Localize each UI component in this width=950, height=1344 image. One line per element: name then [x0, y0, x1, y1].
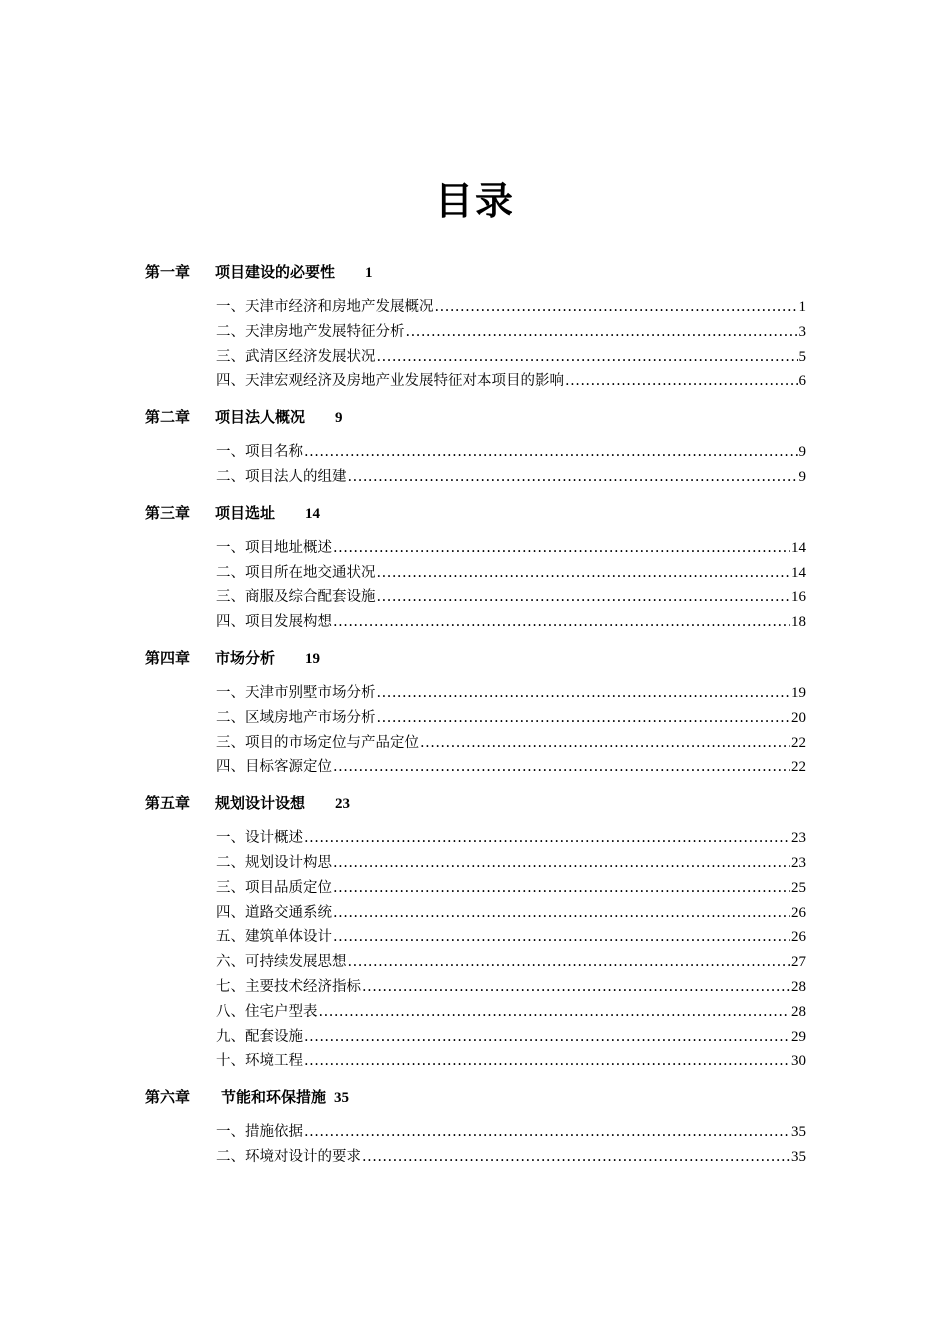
toc-entry-label: 六、可持续发展思想	[216, 954, 347, 971]
toc-entry-page-number: 22	[791, 734, 806, 751]
toc-entry-page-number: 1	[798, 299, 806, 315]
dot-leader	[362, 975, 790, 1000]
dot-leader	[333, 925, 790, 950]
dot-leader	[333, 755, 790, 780]
chapter-page-number: 23	[335, 796, 351, 813]
toc-entry-page-number: 28	[791, 978, 806, 995]
toc-entry-label: 三、武清区经济发展状况	[216, 348, 376, 365]
chapter-number: 第三章	[145, 503, 191, 522]
toc-entry-label: 一、项目名称	[216, 444, 303, 461]
toc-entry-label: 二、环境对设计的要求	[216, 1148, 361, 1165]
toc-entry[interactable]	[216, 561, 806, 586]
toc-entry-label: 四、道路交通系统	[216, 904, 332, 921]
chapter-spacer	[145, 1170, 806, 1179]
dot-leader	[333, 610, 790, 635]
dot-leader	[565, 369, 798, 394]
toc-entry-page-number: 27	[791, 954, 806, 971]
chapter-number: 第二章	[145, 408, 191, 427]
dot-leader	[406, 320, 798, 345]
chapter-spacer	[145, 490, 806, 499]
toc-entry-page-number: 28	[791, 1003, 806, 1020]
toc-entry-label: 三、项目品质定位	[216, 879, 332, 896]
toc-entry[interactable]	[216, 465, 806, 490]
dot-leader	[304, 1025, 790, 1050]
toc-entry-label: 一、天津市别墅市场分析	[216, 684, 376, 701]
toc-entry[interactable]	[216, 876, 806, 901]
toc-entry-label: 一、天津市经济和房地产发展概况	[216, 299, 434, 315]
toc-entry-label: 四、目标客源定位	[216, 759, 332, 776]
toc-entry[interactable]	[216, 975, 806, 1000]
toc-entry[interactable]	[216, 901, 806, 926]
chapter-title: 节能和环保措施	[221, 1088, 327, 1107]
chapter-page-number: 14	[305, 505, 321, 522]
chapter-page-number: 1	[365, 265, 373, 281]
dot-leader	[348, 950, 791, 975]
chapter-title: 项目选址	[215, 503, 276, 522]
toc-entry-label: 二、项目法人的组建	[216, 468, 347, 485]
toc-entry-label: 一、项目地址概述	[216, 539, 332, 556]
toc-entry-page-number: 23	[791, 854, 806, 871]
toc-entry-label: 二、规划设计构思	[216, 854, 332, 871]
toc-entry-page-number: 9	[798, 468, 806, 485]
toc-chapter	[145, 1083, 806, 1179]
chapter-heading[interactable]	[145, 1083, 806, 1111]
toc-entry[interactable]	[216, 706, 806, 731]
chapter-heading[interactable]	[145, 499, 806, 527]
dot-leader	[377, 706, 791, 731]
toc-entry-page-number: 22	[791, 759, 806, 776]
chapter-page-number: 9	[335, 410, 343, 427]
toc-entry[interactable]	[216, 295, 806, 320]
toc-entry-label: 九、配套设施	[216, 1028, 303, 1045]
toc-entry-page-number: 14	[791, 539, 806, 556]
toc-chapter	[145, 258, 806, 403]
dot-leader	[377, 681, 791, 706]
dot-leader	[319, 1000, 791, 1025]
toc-entry-page-number: 26	[791, 904, 806, 921]
toc-entry[interactable]	[216, 585, 806, 610]
dot-leader	[333, 901, 790, 926]
chapter-spacer	[145, 635, 806, 644]
toc-entry[interactable]	[216, 610, 806, 635]
dot-leader	[304, 440, 798, 465]
toc-entry[interactable]	[216, 681, 806, 706]
toc-entry-page-number: 25	[791, 879, 806, 896]
toc-entry[interactable]	[216, 1049, 806, 1074]
chapter-page-number: 35	[334, 1090, 350, 1107]
chapter-heading[interactable]	[145, 644, 806, 672]
toc-entry-page-number: 5	[798, 348, 806, 365]
chapter-title: 项目法人概况	[215, 408, 306, 427]
toc-entry-page-number: 20	[791, 709, 806, 726]
dot-leader	[333, 851, 790, 876]
dot-leader	[304, 826, 790, 851]
toc-entry[interactable]	[216, 1025, 806, 1050]
toc-entry-label: 四、项目发展构想	[216, 614, 332, 631]
toc-entry[interactable]	[216, 369, 806, 394]
toc-chapter	[145, 499, 806, 644]
chapter-heading[interactable]	[145, 789, 806, 817]
toc-entry[interactable]	[216, 755, 806, 780]
chapter-page-number: 19	[305, 650, 321, 667]
dot-leader	[333, 876, 790, 901]
toc-chapter	[145, 403, 806, 499]
toc-entry[interactable]	[216, 536, 806, 561]
toc-entry-page-number: 14	[791, 564, 806, 581]
toc-entry-label: 四、天津宏观经济及房地产业发展特征对本项目的影响	[216, 373, 564, 390]
toc-entry[interactable]	[216, 950, 806, 975]
dot-leader	[377, 585, 791, 610]
toc-chapter	[145, 644, 806, 789]
chapter-spacer	[145, 394, 806, 403]
table-of-contents	[145, 258, 806, 1179]
toc-entry-page-number: 6	[798, 373, 806, 390]
chapter-number: 第一章	[145, 263, 191, 281]
toc-entry-page-number: 29	[791, 1028, 806, 1045]
toc-entry[interactable]	[216, 851, 806, 876]
dot-leader	[333, 536, 790, 561]
toc-entry[interactable]	[216, 826, 806, 851]
chapter-heading[interactable]	[145, 258, 806, 286]
toc-entry-page-number: 30	[791, 1053, 806, 1070]
toc-entry-page-number: 35	[791, 1124, 806, 1141]
toc-entry-page-number: 16	[791, 589, 806, 606]
toc-entry-label: 五、建筑单体设计	[216, 929, 332, 946]
chapter-title: 项目建设的必要性	[215, 263, 336, 281]
toc-entry[interactable]	[216, 1120, 806, 1145]
toc-entry-label: 十、环境工程	[216, 1053, 303, 1070]
toc-entry-label: 二、天津房地产发展特征分析	[216, 323, 405, 340]
dot-leader	[435, 295, 798, 320]
dot-leader	[304, 1120, 790, 1145]
toc-entry-label: 二、区域房地产市场分析	[216, 709, 376, 726]
toc-entry-page-number: 26	[791, 929, 806, 946]
toc-entry-page-number: 3	[798, 323, 806, 340]
toc-entry[interactable]	[216, 345, 806, 370]
chapter-spacer	[145, 780, 806, 789]
toc-entry-label: 三、项目的市场定位与产品定位	[216, 734, 419, 751]
toc-entry-label: 七、主要技术经济指标	[216, 978, 361, 995]
toc-entry[interactable]	[216, 731, 806, 756]
dot-leader	[377, 561, 791, 586]
toc-entry-page-number: 23	[791, 830, 806, 847]
chapter-title: 市场分析	[215, 648, 276, 667]
toc-entry-page-number: 35	[791, 1148, 806, 1165]
toc-chapter	[145, 789, 806, 1083]
toc-entry[interactable]	[216, 925, 806, 950]
chapter-number: 第五章	[145, 794, 191, 813]
chapter-number: 第四章	[145, 648, 191, 667]
toc-entry-page-number: 19	[791, 684, 806, 701]
chapter-number: 第六章	[145, 1088, 191, 1107]
dot-leader	[420, 731, 790, 756]
toc-entry-page-number: 18	[791, 614, 806, 631]
toc-entry-label: 三、商服及综合配套设施	[216, 589, 376, 606]
dot-leader	[362, 1145, 790, 1170]
chapter-spacer	[145, 1074, 806, 1083]
toc-entry-label: 一、措施依据	[216, 1124, 303, 1141]
page-title: 目录	[434, 179, 515, 223]
chapter-heading[interactable]	[145, 403, 806, 431]
toc-entry-label: 一、设计概述	[216, 830, 303, 847]
dot-leader	[304, 1049, 790, 1074]
toc-entry-page-number: 9	[798, 444, 806, 461]
chapter-title: 规划设计设想	[215, 794, 306, 813]
toc-entry[interactable]	[216, 1000, 806, 1025]
toc-entry[interactable]	[216, 440, 806, 465]
dot-leader	[377, 345, 798, 370]
dot-leader	[348, 465, 798, 490]
toc-entry-label: 二、项目所在地交通状况	[216, 564, 376, 581]
toc-entry[interactable]	[216, 1145, 806, 1170]
toc-entry[interactable]	[216, 320, 806, 345]
toc-entry-label: 八、住宅户型表	[216, 1003, 318, 1020]
